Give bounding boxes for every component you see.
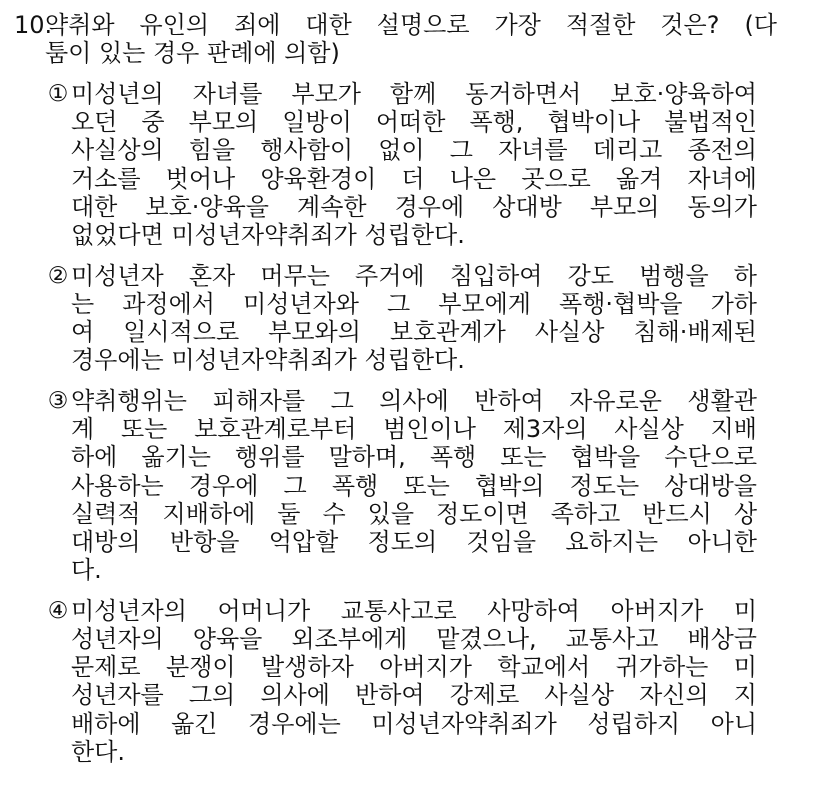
option-4-text-line: 문제로 분쟁이 발생하자 아버지가 학교에서 귀가하는 미 xyxy=(71,653,757,682)
option-3-text-line: 다. xyxy=(71,556,102,585)
option-4-marker: ④ xyxy=(47,597,69,624)
option-1-text-line: 거소를 벗어나 양육환경이 더 나은 곳으로 옮겨 자녀에 xyxy=(71,164,757,193)
option-1-text-line: 대한 보호·양육을 계속한 경우에 상대방 부모의 동의가 xyxy=(71,192,757,221)
option-2-text-line: 미성년자 혼자 머무는 주거에 침입하여 강도 범행을 하 xyxy=(71,261,757,290)
option-1-text-line: 사실상의 힘을 행사함이 없이 그 자녀를 데리고 종전의 xyxy=(71,136,757,165)
option-3-text-line: 약취행위는 피해자를 그 의사에 반하여 자유로운 생활관 xyxy=(71,386,757,415)
option-3-text-line: 계 또는 보호관계로부터 범인이나 제3자의 사실상 지배 xyxy=(71,415,757,444)
option-2-text-line: 경우에는 미성년자약취죄가 성립한다. xyxy=(71,346,465,375)
option-2-text-line: 여 일시적으로 부모와의 보호관계가 사실상 침해·배제된 xyxy=(71,318,757,346)
question-text-line: 툼이 있는 경우 판례에 의함) xyxy=(45,39,340,68)
option-4-text-line: 한다. xyxy=(71,737,125,766)
question-text-line: 약취와 유인의 죄에 대한 설명으로 가장 적절한 것은? (다 xyxy=(45,11,777,39)
option-2-text-line: 는 과정에서 미성년자와 그 부모에게 폭행·협박을 가하 xyxy=(71,289,757,318)
option-2-marker: ② xyxy=(47,262,69,289)
option-4-text-line: 성년자를 그의 의사에 반하여 강제로 사실상 자신의 지 xyxy=(71,681,757,710)
option-1-text-line: 없었다면 미성년자약취죄가 성립한다. xyxy=(71,220,465,249)
option-3-text-line: 실력적 지배하에 둘 수 있을 정도이면 족하고 반드시 상 xyxy=(71,499,757,528)
option-3-text-line: 대방의 반항을 억압할 정도의 것임을 요하지는 아니한 xyxy=(71,527,757,556)
option-4-text-line: 미성년자의 어머니가 교통사고로 사망하여 아버지가 미 xyxy=(71,596,757,625)
question-number: 10. xyxy=(14,11,53,39)
option-3-text-line: 사용하는 경우에 그 폭행 또는 협박의 정도는 상대방을 xyxy=(71,471,757,500)
option-4-text-line: 배하에 옮긴 경우에는 미성년자약취죄가 성립하지 아니 xyxy=(71,709,757,738)
option-1-marker: ① xyxy=(47,80,69,107)
option-1-text-line: 미성년의 자녀를 부모가 함께 동거하면서 보호·양육하여 xyxy=(71,79,757,108)
option-3-text-line: 하에 옮기는 행위를 말하며, 폭행 또는 협박을 수단으로 xyxy=(71,443,757,472)
option-4-text-line: 성년자의 양육을 외조부에게 맡겼으나, 교통사고 배상금 xyxy=(71,625,757,653)
option-1-text-line: 오던 중 부모의 일방이 어떠한 폭행, 협박이나 불법적인 xyxy=(71,108,757,137)
option-3-marker: ③ xyxy=(47,387,69,414)
